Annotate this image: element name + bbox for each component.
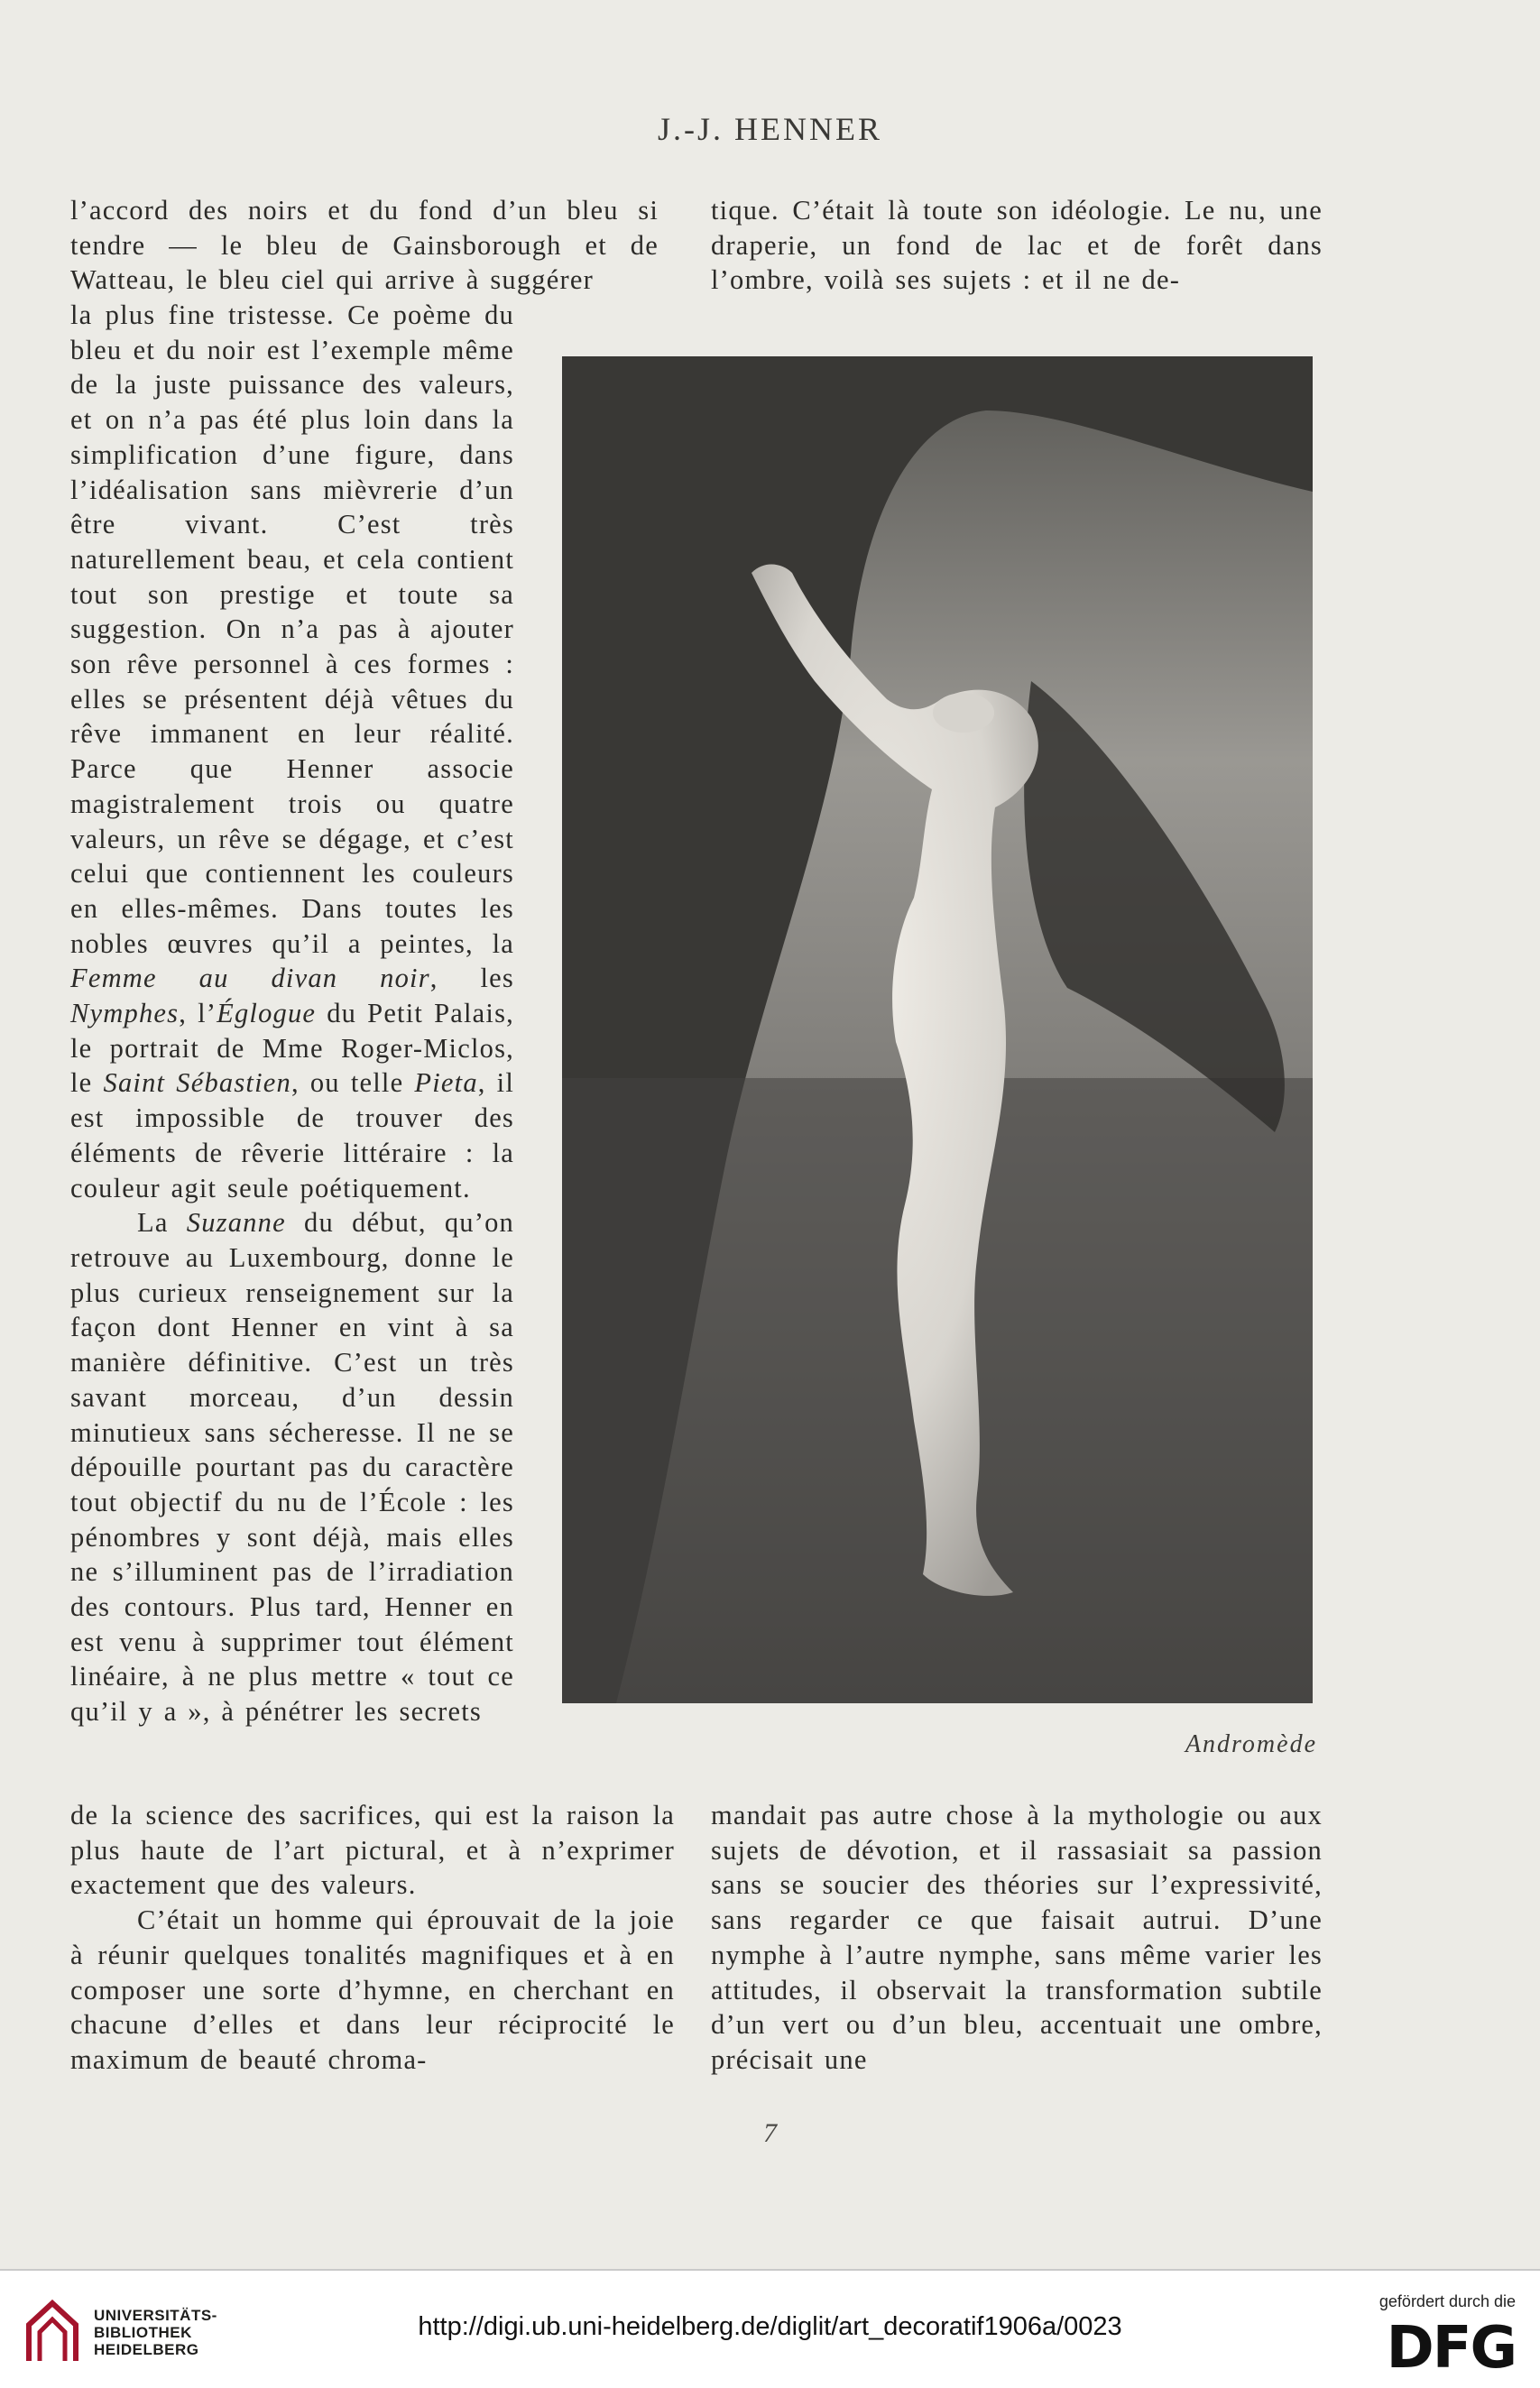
figure-caption: Andromède — [1185, 1730, 1317, 1758]
painting-illustration — [562, 356, 1313, 1703]
text-left-top — [70, 193, 659, 298]
paragraph: mandait pas autre chose à la mythologie ou aux sujets de dévotion, et il rassasiait sa passion sans se soucier des théories sur l’expressivité, sans regarder ce que faisait autrui. D’une nymphe à l’autre nymphe, sans même varier les attitudes, il observait la transformation subtile d’un vert ou d’un bleu, accentuait une ombre, précisait une — [711, 1800, 1323, 2075]
italic-title: Suzanne — [186, 1207, 286, 1239]
text-left-bottom — [70, 1798, 675, 2078]
library-name: UNIVERSITÄTS- BIBLIOTHEK HEIDELBERG — [94, 2307, 217, 2358]
text-left-narrow — [70, 298, 514, 1729]
italic-title: Femme au divan noir — [70, 963, 430, 994]
text-right-bottom — [711, 1798, 1323, 2078]
italic-title: Pieta — [414, 1067, 478, 1099]
viewer-footer — [0, 2269, 1540, 2388]
page-url-link[interactable]: http://digi.ub.uni-heidelberg.de/diglit/art_decoratif1906a/0023 — [418, 2312, 1122, 2341]
italic-title: Églogue — [217, 998, 317, 1029]
italic-title: Saint Sébastien — [103, 1067, 291, 1099]
funder-label: gefördert durch die — [1379, 2292, 1516, 2310]
page-number: 7 — [763, 2118, 777, 2148]
paragraph: l’accord des noirs et du fond d’un bleu si tendre — le bleu de Gainsborough et de Watteau, le bleu ciel qui arrive à suggérer — [70, 195, 659, 296]
paragraph: de la science des sacrifices, qui est la raison la plus haute de l’art pictural, et à n’exprimer exactement que des valeurs. — [70, 1800, 675, 1901]
paragraph: la plus fine tristesse. Ce poème du bleu et du noir est l’exemple même de la juste puissance des valeurs, et on n’a pas été plus loin dans la simplification d’une figure, dans l’idéalisation sans mièvrerie d’un être vivant. C’est très naturellement beau, et cela contient tout son prestige et toute sa suggestion. On n’a pas à ajouter son rêve personnel à ces formes : elles se présentent déjà vêtues du rêve immanent en leur réalité. Parce que Henner associe magistralement trois ou quatre valeurs, un rêve se dégage, et c’est celui que contiennent les couleurs en elles-mêmes. Dans toutes les nobles œuvres qu’il a peintes, la Femme au divan noir, les Nymphes, l’Églogue du Petit Palais, le portrait de Mme Roger-Miclos, le Saint Sébastien, ou telle Pieta, il est impossible de trouver des éléments de rêverie littéraire : la couleur agit seule poétiquement. — [70, 300, 515, 1203]
italic-title: Nymphes — [70, 998, 180, 1029]
running-title: J.-J. HENNER — [658, 111, 882, 147]
paragraph: tique. C’était là toute son idéologie. Le nu, une draperie, un fond de lac et de forêt dans l’ombre, voilà ses sujets : et il ne de- — [711, 195, 1323, 296]
dfg-logo: DFG — [1386, 2315, 1516, 2382]
paragraph: La Suzanne du début, qu’on retrouve au Luxembourg, donne le plus curieux renseignement sur la façon dont Henner en vint à sa manière définitive. C’est un très savant morceau, d’un dessin minutieux sans sécheresse. Il ne se dépouille pourtant pas du caractère tout objectif du nu de l’École : les pénombres y sont déjà, mais elles ne s’illuminent pas de l’irradiation des contours. Plus tard, Henner en est venu à supprimer tout élément linéaire, à ne plus mettre « tout ce qu’il y a », à pénétrer les secrets — [70, 1207, 515, 1728]
text-right-top — [711, 193, 1323, 298]
andromede-plate — [562, 356, 1313, 1703]
paragraph: C’était un homme qui éprouvait de la joie à réunir quelques tonalités magnifiques et à en composer une sorte d’hymne, en cherchant en chacune d’elles et dans leur réciprocité le maximum de beauté chroma- — [70, 1904, 675, 2075]
